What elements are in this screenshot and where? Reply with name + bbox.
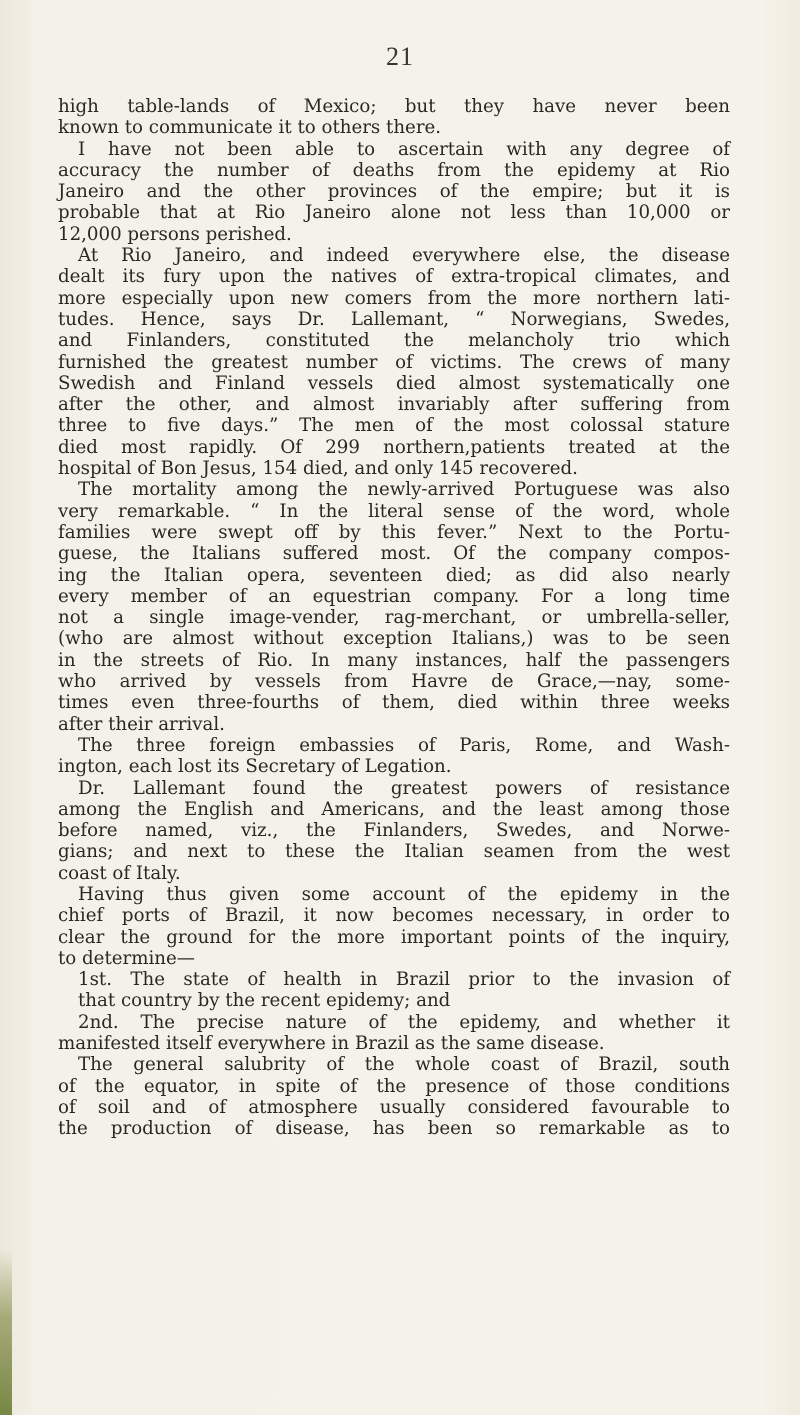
text-line: of the equator, in spite of the presence of those conditions xyxy=(58,1075,730,1097)
text-line: Dr. Lallemant found the greatest powers of resistance xyxy=(78,777,730,799)
text-line: in the streets of Rio. In many instances, half the passengers xyxy=(58,649,730,671)
text-line: tudes. Hence, says Dr. Lallemant, “ Norwegians, Swedes, xyxy=(58,308,730,330)
text-line: hospital of Bon Jesus, 154 died, and only 145 recovered. xyxy=(58,458,578,480)
text-line: of soil and of atmosphere usually considered favourable to xyxy=(58,1096,730,1118)
text-line: high table-lands of Mexico; but they have never been xyxy=(58,96,730,117)
text-line: after the other, and almost invariably after suffering from xyxy=(58,394,730,416)
text-line: families were swept off by this fever.” Next to the Portu- xyxy=(58,521,730,543)
text-line: very remarkable. “ In the literal sense of the word, whole xyxy=(58,500,730,522)
text-line: before named, viz., the Finlanders, Swedes, and Norwe- xyxy=(58,820,730,842)
text-line: Janeiro and the other provinces of the empire; but it is xyxy=(58,181,730,203)
text-line: 2nd. The precise nature of the epidemy, and whether it xyxy=(78,1011,730,1033)
text-line: Swedish and Finland vessels died almost systematically one xyxy=(58,372,730,394)
text-line: and Finlanders, constituted the melancholy trio which xyxy=(58,330,730,352)
text-line: died most rapidly. Of 299 northern,patients treated at the xyxy=(58,436,730,458)
text-line: 1st. The state of health in Brazil prior to the invasion of xyxy=(78,969,730,991)
text-line: dealt its fury upon the natives of extra-tropical climates, and xyxy=(58,266,730,288)
text-line: furnished the greatest number of victims. The crews of many xyxy=(58,351,730,373)
body-text xyxy=(58,96,730,1140)
text-line: gians; and next to these the Italian seamen from the west xyxy=(58,841,730,863)
text-line: after their arrival. xyxy=(58,713,225,735)
text-line: guese, the Italians suffered most. Of the company compos- xyxy=(58,543,730,565)
text-line: accuracy the number of deaths from the epidemy at Rio xyxy=(58,159,730,181)
text-line: clear the ground for the more important points of the inquiry, xyxy=(58,926,730,948)
text-line: The three foreign embassies of Paris, Rome, and Wash- xyxy=(78,734,730,756)
text-line: times even three-fourths of them, died within three weeks xyxy=(58,692,730,714)
page-edge-stain xyxy=(0,1250,12,1415)
text-line: not a single image-vender, rag-merchant, or umbrella-seller, xyxy=(58,607,730,629)
text-line: among the English and Americans, and the least among those xyxy=(58,798,730,820)
text-line: known to communicate it to others there. xyxy=(58,117,442,139)
text-line: that country by the recent epidemy; and xyxy=(78,990,451,1012)
text-line: I have not been able to ascertain with any degree of xyxy=(78,138,730,160)
text-line: more especially upon new comers from the more northern lati- xyxy=(58,287,730,309)
text-line: Having thus given some account of the epidemy in the xyxy=(78,883,730,905)
text-line: to determine— xyxy=(58,947,195,969)
text-line: coast of Italy. xyxy=(58,862,181,884)
text-line: The general salubrity of the whole coast of Brazil, south xyxy=(78,1054,730,1076)
page-number: 21 xyxy=(386,42,414,71)
text-line: probable that at Rio Janeiro alone not less than 10,000 or xyxy=(58,202,730,224)
text-line: The mortality among the newly-arrived Portuguese was also xyxy=(78,479,730,501)
text-line: every member of an equestrian company. For a long time xyxy=(58,585,730,607)
text-line: the production of disease, has been so remarkable as to xyxy=(58,1118,730,1140)
text-line: ington, each lost its Secretary of Legation. xyxy=(58,756,452,778)
text-line: 12,000 persons perished. xyxy=(58,223,292,245)
text-line: manifested itself everywhere in Brazil as the same disease. xyxy=(58,1033,605,1055)
text-line: (who are almost without exception Italians,) was to be seen xyxy=(58,628,730,650)
text-line: chief ports of Brazil, it now becomes necessary, in order to xyxy=(58,905,730,927)
text-line: At Rio Janeiro, and indeed everywhere else, the disease xyxy=(78,245,730,267)
text-line: ing the Italian opera, seventeen died; as did also nearly xyxy=(58,564,730,586)
text-line: three to five days.” The men of the most colossal stature xyxy=(58,415,730,437)
text-line: who arrived by vessels from Havre de Grace,—nay, some- xyxy=(58,671,730,693)
